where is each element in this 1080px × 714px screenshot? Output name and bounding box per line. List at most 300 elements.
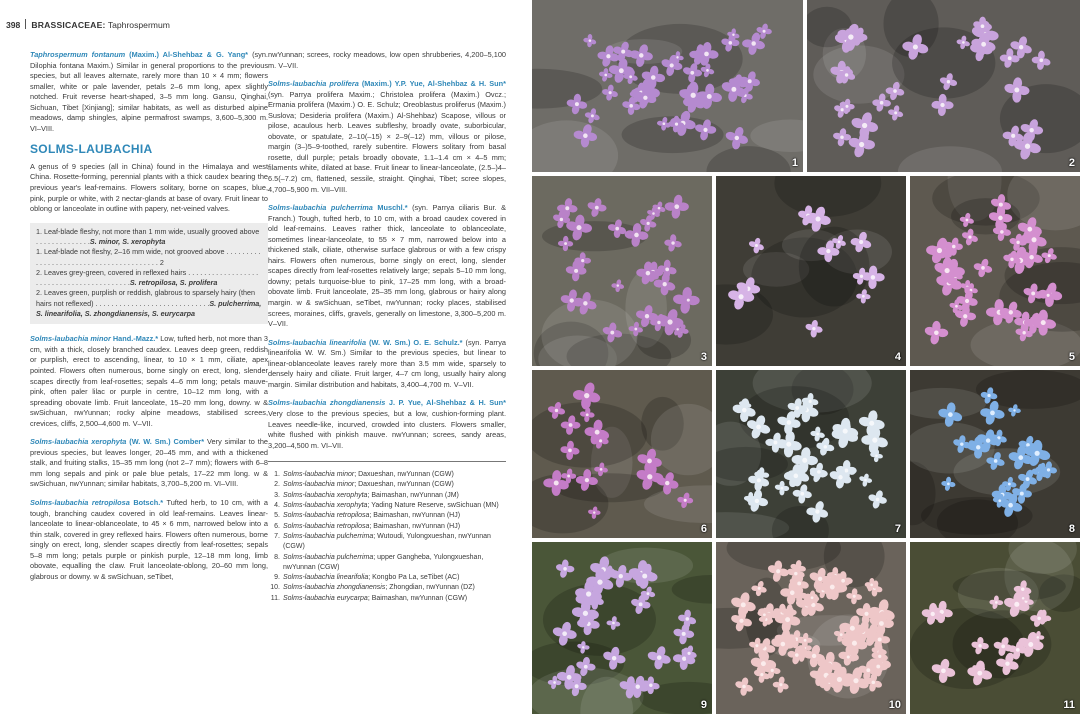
flower-center bbox=[947, 483, 950, 486]
flower-center bbox=[1031, 291, 1035, 295]
flower-center bbox=[671, 241, 674, 244]
flower-center bbox=[998, 216, 1003, 221]
flower-center bbox=[555, 409, 558, 412]
flower-center bbox=[785, 617, 790, 622]
flower-center bbox=[617, 284, 619, 286]
flower-center bbox=[853, 678, 858, 683]
species-name: Solms-laubachia zhongdianensis J. P. Yue, Al-Shehbaz & H. Sun* bbox=[268, 398, 507, 408]
flower-center bbox=[1022, 597, 1025, 600]
species-entry-s-minor bbox=[30, 334, 268, 429]
flower-center bbox=[1025, 144, 1030, 149]
flower-center bbox=[872, 438, 877, 443]
flower-center bbox=[955, 305, 958, 308]
flower-center bbox=[642, 574, 647, 579]
flower-center bbox=[966, 219, 969, 222]
flower-center bbox=[880, 101, 884, 105]
flower-center bbox=[597, 579, 602, 584]
species-name: Solms-laubachia retropilosa Botsch.* bbox=[30, 497, 164, 507]
flower-center bbox=[586, 413, 589, 416]
flower-center bbox=[876, 498, 880, 502]
flower-center bbox=[682, 632, 686, 636]
flower-center bbox=[575, 684, 579, 688]
plant-photo bbox=[910, 542, 1080, 714]
flower-center bbox=[1013, 409, 1015, 411]
header-divider bbox=[25, 19, 26, 29]
flower-center bbox=[682, 656, 686, 660]
flower-center bbox=[621, 50, 625, 54]
flower-center bbox=[706, 69, 709, 72]
flower-center bbox=[781, 642, 786, 647]
header-genus: Taphrospermum bbox=[107, 20, 170, 30]
flower-center bbox=[841, 108, 844, 111]
flower-center bbox=[875, 454, 878, 457]
flower-center bbox=[981, 42, 986, 47]
photo-image bbox=[716, 370, 906, 538]
flower-center bbox=[894, 111, 897, 114]
genus-heading: SOLMS-LAUBACHIA bbox=[30, 142, 153, 157]
photo-image bbox=[910, 542, 1080, 714]
identification-key bbox=[30, 223, 268, 325]
flower-center bbox=[687, 652, 690, 655]
flower-center bbox=[893, 89, 897, 93]
flower-center bbox=[576, 225, 581, 230]
plant-photo bbox=[532, 176, 712, 366]
flower-center bbox=[816, 433, 819, 436]
flower-center bbox=[862, 123, 867, 128]
flower-center bbox=[570, 298, 574, 302]
flower-center bbox=[1048, 254, 1051, 257]
photo-image bbox=[910, 176, 1080, 366]
flower-center bbox=[612, 656, 616, 660]
key-lead: 2. Leaves grey-green, covered in reflexed hairs . . . . . . . . . . . . . . . . . . . . . . . . . . . . . . . . . . . . . . . . . .S. retropilosa, S. prolifera bbox=[36, 267, 259, 288]
flower-center bbox=[952, 245, 956, 249]
flower-center bbox=[781, 487, 784, 490]
flower-center bbox=[584, 393, 589, 398]
flower-center bbox=[674, 204, 679, 209]
species-name: Solms-laubachia xerophyta (W. W. Sm.) Comber* bbox=[30, 437, 205, 447]
flower-center bbox=[812, 327, 815, 330]
flower-center bbox=[595, 430, 600, 435]
flower-center bbox=[670, 63, 674, 67]
flower-center bbox=[748, 79, 752, 83]
flower-center bbox=[574, 269, 578, 273]
photo-number: 8 bbox=[1068, 523, 1075, 535]
caption-item: 7. Solms-laubachia pulcherrima; Wutoudi, Yulongxueshan, nwYunnan (CGW) bbox=[274, 532, 491, 551]
flower-center bbox=[755, 244, 758, 247]
header-family: BRASSICACEAE: bbox=[31, 20, 106, 30]
photo-image bbox=[910, 370, 1080, 538]
flower-center bbox=[794, 572, 797, 575]
flower-center bbox=[751, 41, 755, 45]
flower-center bbox=[1029, 128, 1033, 132]
flower-center bbox=[864, 612, 868, 616]
flower-center bbox=[977, 671, 982, 676]
flower-center bbox=[990, 411, 995, 416]
flower-center bbox=[646, 271, 651, 276]
key-lead: 1. Leaf-blade fleshy, not more than 1 mm wide, usually grooved above . . . . . . . . . . . . . .S. minor, S. xerophyta bbox=[36, 226, 260, 246]
flower-center bbox=[756, 425, 761, 430]
flower-center bbox=[1018, 455, 1023, 460]
flower-center bbox=[878, 637, 882, 641]
flower-center bbox=[830, 585, 835, 590]
key-lead: 1. Leaf-blade not fleshy, 2–16 mm wide, not grooved above . . . . . . . . . . . . . . . . . . . . . . . . . . . . . . . . . . . . . . . . 2 bbox=[36, 247, 261, 267]
flower-center bbox=[589, 39, 592, 42]
flower-center bbox=[941, 668, 946, 673]
flower-center bbox=[593, 511, 595, 513]
flower-center bbox=[584, 665, 588, 669]
flower-center bbox=[790, 590, 795, 595]
flower-center bbox=[859, 142, 864, 147]
flower-center bbox=[995, 601, 998, 604]
flower-center bbox=[1009, 310, 1013, 314]
species-description: (syn. Dilophia fontana Maxim.) Similar in general proportions to the previous species, but all leaves alternate, rarely more than 10 × 4 mm; flowers smaller, white or pale lavender, petals 2–6 mm long, apex slightly notched. Fruit reverse heart-shaped, 3–5 mm long. Gansu, Qinghai, Sichuan, Tibet [Xinjiang]; similar habitats, as well as disturbed alpine meadows, damp shingles, alpine permafrost swamps, 3,600–5,300 m. VI–VIII. bbox=[30, 50, 268, 133]
flower-center bbox=[663, 282, 667, 286]
photo-number: 2 bbox=[1068, 157, 1075, 169]
flower-center bbox=[1035, 451, 1040, 456]
flower-center bbox=[742, 685, 746, 689]
caption-item: 5. Solms-laubachia retropilosa; Baimashan, nwYunnan (HJ) bbox=[274, 512, 461, 520]
flower-center bbox=[758, 587, 761, 590]
flower-center bbox=[871, 681, 875, 685]
species-entry-s-xerophyta bbox=[30, 437, 268, 490]
flower-center bbox=[581, 259, 584, 262]
flower-center bbox=[913, 44, 918, 49]
flower-center bbox=[841, 579, 845, 583]
flower-center bbox=[962, 41, 965, 44]
flower-center bbox=[586, 591, 591, 596]
flower-center bbox=[663, 122, 666, 125]
page-number: 398 bbox=[6, 20, 21, 30]
flower-center bbox=[978, 644, 981, 647]
genus-description: A genus of 9 species (all in China) found in the Himalaya and west China. Rosette-forming, perennial plants with a thick caudex bearing the previous year's leaf-remains. Flowers solitary, borne on scapes, blue, pink, purple or white, with 2 nectar-glands at base of ovary. Fruit linear to oblong or lanceolate in outline with papery, net-veined valves. bbox=[30, 161, 268, 214]
flower-center bbox=[1014, 88, 1019, 93]
caption-item: 2. Solms-laubachia minor; Daxueshan, nwYunnan (CGW) bbox=[274, 481, 454, 489]
caption-item: 9. Solms-laubachia linearifolia; Kongbo Pa La, seTibet (AC) bbox=[274, 574, 460, 582]
flower-center bbox=[760, 673, 763, 676]
flower-center bbox=[763, 30, 766, 33]
flower-center bbox=[1029, 255, 1033, 259]
photo-number: 11 bbox=[1063, 699, 1075, 711]
flower-center bbox=[963, 314, 967, 318]
text-column-right bbox=[268, 50, 506, 604]
running-header bbox=[6, 19, 170, 30]
flower-center bbox=[634, 233, 639, 238]
flower-center bbox=[582, 646, 584, 648]
flower-center bbox=[774, 441, 778, 445]
photo-captions bbox=[268, 470, 506, 604]
flower-center bbox=[815, 217, 820, 222]
flower-center bbox=[606, 54, 610, 58]
caption-item: 11. Solms-laubachia eurycarpa; Baimashan, nwYunnan (CGW) bbox=[270, 594, 468, 602]
photo-image bbox=[716, 176, 906, 366]
flower-center bbox=[755, 499, 759, 503]
flower-center bbox=[1008, 483, 1011, 486]
flower-center bbox=[809, 400, 812, 403]
flower-center bbox=[878, 655, 881, 658]
caption-item: 6. Solms-laubachia retropilosa; Baimashan, nwYunnan (HJ) bbox=[274, 522, 461, 530]
flower-center bbox=[639, 602, 643, 606]
flower-center bbox=[876, 665, 880, 669]
flower-center bbox=[565, 206, 569, 210]
flower-center bbox=[965, 299, 969, 303]
photo-number: 4 bbox=[894, 351, 901, 363]
flower-center bbox=[826, 249, 830, 253]
flower-center bbox=[568, 449, 572, 453]
flower-center bbox=[931, 612, 935, 616]
flower-center bbox=[643, 96, 647, 100]
species-description: (syn. Parrya prolifera Maxim.; Christolea prolifera (Maxim.) Ovcz.; Ermania prolifera (Maxim.) O. E. Schulz; Oreoblastus proliferus (Maxim.) Suslova; Desideria prolifera (Maxim.) Al-Shehbaz) Scapose, villous or pilose, acaulous herb. Leaves subfleshy, broadly ovate, suborbicular, obovate, or spatulate, 2–10(–15) × 2–9(–12) mm, villous or pilose, margin (3–)5–9-toothed, rarely subentire. Flowers solitary from basal rosette, dull purple; petals broadly obovate, 1.1–1.4 cm × 4–5 mm; filaments white, dilated at base. Fruit linear to linear-lanceolate, (2.5–)4–6.5(–7.2) cm, flattened, sessile, straight. Qinghai, Tibet; scree slopes, 4,700–5,900 m. VII–VIII. bbox=[268, 89, 506, 194]
flower-center bbox=[554, 480, 559, 485]
flower-center bbox=[1039, 58, 1043, 62]
species-description: Low, tufted herb, not more than 3 cm, with a thick, closely branched caudex. Leaves deep green, reddish or purplish, erect to ascending, linear, to 10 × 1 mm, ciliate, apex pointed. Flowers often numerous, borne singly on erect, long, slender scapes directly from leaf-rosettes; sepals 4–6 mm long; petals mauve-pink, often paler lilac or purple in centre, 10–12 mm long, with a spreading obovate limb. Fruit lanceolate, 15–20 mm long, downy. w & swSichuan, nwYunnan; rocky alpine meadows, stabilised screes, crevices, cliffs, 2,500–4,600 m. V–VII. bbox=[30, 334, 268, 428]
caption-item: 1. Solms-laubachia minor; Daxueshan, nwYunnan (CGW) bbox=[274, 471, 454, 479]
photo-number: 6 bbox=[700, 523, 707, 535]
photo-image bbox=[716, 542, 906, 714]
species-entry-s-pulcherrima bbox=[268, 203, 506, 330]
flower-center bbox=[657, 321, 660, 324]
flower-center bbox=[600, 468, 603, 471]
flower-center bbox=[999, 203, 1003, 207]
species-entry-s-linearifolia bbox=[268, 338, 506, 391]
flower-center bbox=[838, 240, 841, 243]
flower-center bbox=[797, 582, 801, 586]
flower-center bbox=[610, 331, 614, 335]
flower-center bbox=[676, 56, 678, 58]
photo-image bbox=[807, 0, 1080, 172]
species-description: Very similar to the previous species, but leaves longer, 20–45 mm, and with a thickened stalk, and fruiting stalks, 15–35 mm long (not 2–7 mm); flowers with 6–8 mm long sepals and pink or pale blue petals, 17–22 mm long. w & swSichuan, nwYunnan; similar habitats, 3,700–5,200 m. VI–VIII. bbox=[30, 437, 269, 489]
flower-center bbox=[761, 661, 766, 666]
flower-center bbox=[848, 34, 853, 39]
plant-photo bbox=[910, 370, 1080, 538]
flower-center bbox=[824, 445, 828, 449]
flower-center bbox=[1011, 134, 1015, 138]
flower-center bbox=[840, 633, 843, 636]
flower-center bbox=[1022, 331, 1025, 334]
flower-center bbox=[934, 330, 939, 335]
flower-center bbox=[585, 478, 589, 482]
flower-center bbox=[1014, 602, 1019, 607]
flower-center bbox=[787, 420, 792, 425]
flower-center bbox=[859, 240, 863, 244]
plant-photo bbox=[716, 370, 906, 538]
photo-image bbox=[532, 176, 712, 366]
species-description: (syn. Parrya linearifolia W. W. Sm.) Similar to the previous species, but linear to linear-oblanceolate leaves rarely more than 3.5 mm wide, sparsely to densely hairy and ciliate. Fruit larger, 4–7 cm long, usually hairy along margin. Similar distribution and habitats, 3,400–4,700 m. V–VII. bbox=[268, 337, 506, 389]
photo-number: 3 bbox=[700, 351, 707, 363]
species-description: Tufted herb, to 10 cm, with a tough, branching caudex covered in old leaf-remains. Leaves linear-lanceolate to linear-oblanceolate, to 45 × 6 mm, narrowed below into a thin stalk, covered in grey reflexed hairs. Flowers often numerous, borne singly on erect, long, slender scapes directly from leaf-rosettes; sepals 5–8 mm long; petals purple or pinkish purple, 12–18 mm long, limb obovate, equalling the claw. Fruit lanceolate-oblong, 20–60 mm long, glabrous or downy. w & swSichuan, seTibet, bbox=[30, 497, 268, 581]
flower-center bbox=[1032, 237, 1037, 242]
flower-center bbox=[739, 619, 743, 623]
flower-center bbox=[583, 301, 587, 305]
flower-center bbox=[940, 103, 944, 107]
flower-center bbox=[776, 569, 780, 573]
flower-center bbox=[1016, 648, 1020, 652]
flower-center bbox=[729, 41, 733, 45]
species-name: Taphrospermum fontanum (Maxim.) Al-Shehbaz & G. Yang* bbox=[30, 50, 249, 59]
flower-center bbox=[612, 622, 615, 625]
flower-center bbox=[862, 295, 865, 298]
flower-center bbox=[771, 669, 774, 672]
flower-center bbox=[629, 104, 633, 108]
flower-center bbox=[629, 75, 632, 78]
photo-number: 10 bbox=[888, 699, 901, 711]
flower-center bbox=[1028, 642, 1033, 647]
flower-center bbox=[795, 406, 799, 410]
flower-center bbox=[870, 584, 873, 587]
flower-center bbox=[1047, 294, 1050, 297]
flower-center bbox=[684, 499, 687, 502]
flower-center bbox=[595, 206, 599, 210]
flower-center bbox=[685, 617, 689, 621]
flower-center bbox=[609, 91, 612, 94]
flower-center bbox=[651, 75, 656, 80]
flower-center bbox=[981, 266, 985, 270]
flower-center bbox=[853, 595, 856, 598]
flower-center bbox=[1019, 45, 1023, 49]
flower-center bbox=[945, 268, 950, 273]
photo-image bbox=[532, 542, 712, 714]
flower-center bbox=[636, 684, 640, 688]
flower-center bbox=[619, 574, 623, 578]
flower-center bbox=[583, 133, 588, 138]
flower-center bbox=[615, 227, 619, 231]
flower-center bbox=[647, 592, 650, 595]
flower-center bbox=[960, 442, 963, 445]
flower-center bbox=[795, 653, 799, 657]
flower-center bbox=[871, 275, 876, 280]
flower-center bbox=[553, 681, 556, 684]
flower-center bbox=[1008, 56, 1012, 60]
flower-center bbox=[815, 509, 819, 513]
flower-center bbox=[604, 74, 607, 77]
caption-item: 10. Solms-laubachia zhongdianensis; Zhongdian, nwYunnan (DZ) bbox=[270, 584, 475, 592]
flower-center bbox=[1037, 636, 1040, 639]
plant-photo bbox=[532, 542, 712, 714]
photo-number: 7 bbox=[894, 523, 901, 535]
flower-center bbox=[691, 93, 696, 98]
flower-center bbox=[757, 478, 761, 482]
flower-center bbox=[786, 442, 791, 447]
flower-center bbox=[879, 621, 884, 626]
flower-center bbox=[869, 421, 874, 426]
flower-center bbox=[847, 655, 850, 658]
flower-center bbox=[1047, 468, 1050, 471]
flower-center bbox=[645, 314, 649, 318]
photo-number: 1 bbox=[791, 157, 798, 169]
flower-center bbox=[1016, 241, 1019, 244]
flower-center bbox=[583, 611, 588, 616]
flower-center bbox=[866, 668, 870, 672]
species-entry-s-zhongdianensis bbox=[268, 398, 506, 451]
flower-center bbox=[591, 114, 594, 117]
flower-center bbox=[860, 275, 863, 278]
species-description: Very close to the previous species, but a low, cushion-forming plant. Leaves needle-like, incurved, crowded into clusters. Flowers smaller, white flushed with pinkish mauve. nwYunnan; screes, sandy areas, 3,200–4,500 m. VI–VII. bbox=[268, 408, 506, 450]
flower-center bbox=[704, 52, 709, 57]
flower-center bbox=[742, 408, 747, 413]
species-name: Solms-laubachia linearifolia (W. W. Sm.) O. E. Schulz.* bbox=[268, 337, 463, 347]
flower-center bbox=[732, 33, 734, 35]
flower-center bbox=[567, 675, 572, 680]
species-name: Solms-laubachia minor Hand.-Mazz.* bbox=[30, 334, 159, 344]
flower-center bbox=[1027, 227, 1032, 232]
flower-center bbox=[703, 128, 707, 132]
plant-photo bbox=[532, 0, 803, 172]
photo-plate bbox=[530, 0, 1080, 714]
flower-center bbox=[763, 613, 766, 616]
flower-center bbox=[947, 80, 950, 83]
flower-center bbox=[675, 122, 678, 125]
flower-center bbox=[998, 499, 1001, 502]
plant-photo bbox=[910, 176, 1080, 366]
flower-center bbox=[647, 458, 652, 463]
flower-center bbox=[968, 235, 971, 238]
flower-center bbox=[986, 438, 990, 442]
flower-center bbox=[1008, 503, 1013, 508]
flower-center bbox=[735, 136, 739, 140]
flower-center bbox=[850, 626, 855, 631]
flower-center bbox=[652, 212, 655, 215]
flower-center bbox=[649, 684, 652, 687]
flower-center bbox=[837, 677, 842, 682]
species-name: Solms-laubachia prolifera (Maxim.) Y.P. Yue, Al-Shehbaz & H. Sun* bbox=[268, 79, 506, 89]
species-name: Solms-laubachia pulcherrima Muschl.* bbox=[268, 203, 408, 213]
flower-center bbox=[731, 87, 736, 92]
plant-photo bbox=[807, 0, 1080, 172]
flower-center bbox=[665, 267, 669, 271]
flower-center bbox=[840, 135, 844, 139]
flower-center bbox=[741, 602, 746, 607]
flower-center bbox=[812, 654, 816, 658]
flower-center bbox=[634, 328, 637, 331]
flower-center bbox=[1041, 320, 1046, 325]
flower-center bbox=[562, 631, 567, 636]
photo-number: 9 bbox=[700, 699, 707, 711]
flower-center bbox=[560, 218, 563, 221]
caption-item: 8. Solms-laubachia pulcherrima; upper Gangheba, Yulongxueshan, nwYunnan (CGW) bbox=[274, 553, 484, 571]
flower-center bbox=[1010, 258, 1013, 261]
text-column-left bbox=[30, 50, 268, 590]
flower-center bbox=[981, 24, 985, 28]
flower-center bbox=[690, 71, 694, 75]
flower-center bbox=[676, 328, 678, 330]
flower-center bbox=[794, 474, 799, 479]
flower-center bbox=[687, 299, 690, 302]
flower-center bbox=[838, 475, 842, 479]
flower-center bbox=[994, 459, 998, 463]
flower-center bbox=[567, 475, 570, 478]
plant-photo bbox=[716, 176, 906, 366]
flower-center bbox=[647, 222, 650, 225]
flower-center bbox=[619, 68, 624, 73]
flower-center bbox=[569, 423, 573, 427]
flower-center bbox=[575, 102, 579, 106]
species-entry-s-retropilosa bbox=[30, 498, 268, 582]
plant-photo bbox=[532, 370, 712, 538]
caption-divider bbox=[268, 461, 506, 462]
flower-center bbox=[657, 655, 662, 660]
caption-item: 3. Solms-laubachia xerophyta; Baimashan, nwYunnan (JM) bbox=[274, 491, 459, 499]
photo-image bbox=[532, 0, 803, 172]
flower-center bbox=[948, 412, 953, 417]
flower-center bbox=[1000, 230, 1004, 234]
rock-shape bbox=[953, 571, 1066, 602]
flower-center bbox=[864, 479, 867, 482]
flower-center bbox=[804, 639, 807, 642]
flower-center bbox=[800, 492, 804, 496]
flower-center bbox=[818, 577, 822, 581]
flower-center bbox=[1026, 477, 1030, 481]
flower-center bbox=[564, 242, 567, 245]
photo-image bbox=[532, 370, 712, 538]
